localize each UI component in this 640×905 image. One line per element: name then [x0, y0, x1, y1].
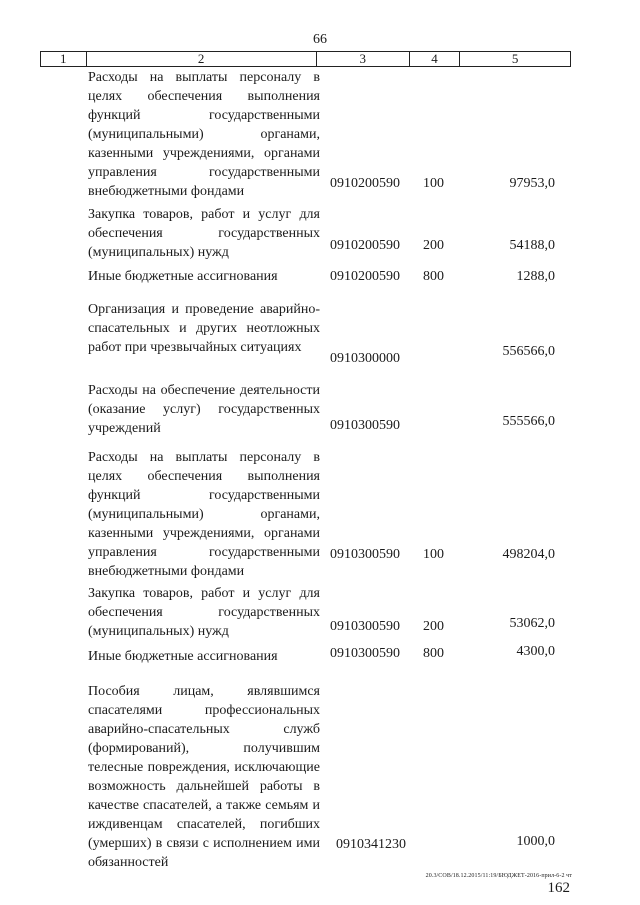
row-description: Закупка товаров, работ и услуг для обеспечения государственных (муниципальных) нужд	[88, 586, 320, 639]
row-description: Пособия лицам, являвшимся спасателями профессиональных аварийно-спасательных служб (формирований), получившим телесные повреждения, исключающие возможность дальнейшей работы в качестве спасателей, а также семьям и иждивенцам спасателей, погибших (умерших) в связи с исполнением ими обязанностей	[88, 684, 320, 870]
footer-page-number: 162	[547, 880, 570, 896]
row-kind: 200	[423, 238, 444, 253]
table-row	[0, 267, 640, 286]
row-kind: 200	[423, 619, 444, 634]
row-code: 0910200590	[330, 176, 400, 191]
table-row	[0, 448, 640, 579]
row-code: 0910200590	[330, 269, 400, 284]
row-kind: 800	[423, 646, 444, 661]
table-row	[0, 205, 640, 260]
row-description: Иные бюджетные ассигнования	[88, 649, 278, 664]
row-code: 0910300590	[330, 619, 400, 634]
table-row	[0, 381, 640, 435]
footer-document-code: 20.3/СОВ/18.12.2015/11:19/БЮДЖЕТ-2016-прил-6-2 чт	[425, 873, 572, 879]
table-row	[0, 646, 640, 666]
row-description: Организация и проведение аварийно-спасательных и других неотложных работ при чрезвычайных ситуациях	[88, 302, 320, 355]
row-kind: 100	[423, 176, 444, 191]
row-amount: 97953,0	[509, 176, 555, 191]
row-amount: 556566,0	[502, 344, 555, 359]
row-description: Расходы на выплаты персоналу в целях обеспечения выполнения функций государственными (муниципальными) органами, казенными учреждениями, органами управления государственными внебюджетными фондами	[88, 70, 320, 199]
column-header-row	[40, 51, 571, 67]
col-header-4: 4	[409, 52, 459, 67]
row-description: Расходы на обеспечение деятельности (оказание услуг) государственных учреждений	[88, 383, 320, 436]
row-amount: 1288,0	[516, 269, 555, 284]
row-code: 0910341230	[336, 837, 406, 852]
table-row	[0, 300, 640, 368]
row-code: 0910300590	[330, 547, 400, 562]
row-amount: 54188,0	[509, 238, 555, 253]
page-number-top: 66	[313, 32, 327, 47]
row-amount: 498204,0	[502, 547, 555, 562]
row-code: 0910300000	[330, 351, 400, 366]
col-header-1: 1	[41, 52, 87, 67]
table-row	[0, 682, 640, 870]
row-amount: 1000,0	[516, 834, 555, 849]
col-header-3: 3	[316, 52, 409, 67]
row-code: 0910200590	[330, 238, 400, 253]
row-amount: 4300,0	[516, 644, 555, 659]
row-kind: 100	[423, 547, 444, 562]
row-description: Закупка товаров, работ и услуг для обеспечения государственных (муниципальных) нужд	[88, 207, 320, 260]
row-kind: 800	[423, 269, 444, 284]
table-row	[0, 68, 640, 199]
table-row	[0, 584, 640, 639]
row-code: 0910300590	[330, 418, 400, 433]
col-header-2: 2	[86, 52, 316, 67]
row-description: Иные бюджетные ассигнования	[88, 269, 278, 284]
row-amount: 53062,0	[509, 616, 555, 631]
row-code: 0910300590	[330, 646, 400, 661]
row-amount: 555566,0	[502, 414, 555, 429]
col-header-5: 5	[460, 52, 571, 67]
row-description: Расходы на выплаты персоналу в целях обеспечения выполнения функций государственными (муниципальными) органами, казенными учреждениями, органами управления государственными внебюджетными фондами	[88, 450, 320, 579]
